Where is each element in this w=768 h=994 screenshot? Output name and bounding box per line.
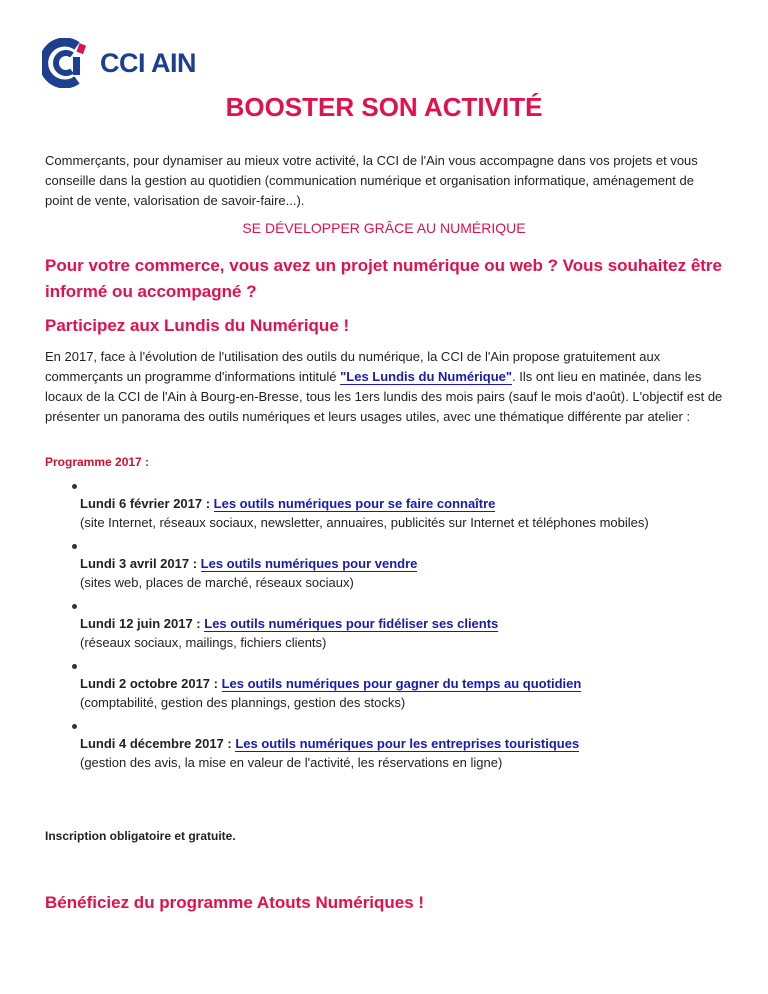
programme-title: Programme 2017 : (45, 455, 150, 469)
bullet-icon (72, 544, 77, 549)
bullet-icon (72, 484, 77, 489)
programme-item-date: Lundi 4 décembre 2017 : (80, 736, 236, 751)
lundis-para-before: En 2017, face à l'évolution de l'utilisation des outils du numérique, la CCI de l'Ain propose gratuitement aux commerçants un programme d'informations intitulé (45, 349, 661, 384)
programme-item-line (80, 736, 579, 751)
bullet-icon (72, 664, 77, 669)
bullet-icon (72, 604, 77, 609)
programme-item-date: Lundi 6 février 2017 : (80, 496, 214, 511)
programme-item-line (80, 676, 581, 691)
programme-item (60, 478, 740, 538)
cci-ain-logo[interactable] (42, 38, 196, 88)
programme-item (60, 538, 740, 598)
programme-item-detail: (site Internet, réseaux sociaux, newsletter, annuaires, publicités sur Internet et téléphones mobiles) (80, 515, 649, 530)
programme-item (60, 718, 740, 778)
programme-item-date: Lundi 3 avril 2017 : (80, 556, 201, 571)
programme-item-date: Lundi 2 octobre 2017 : (80, 676, 222, 691)
cci-logo-icon (42, 38, 92, 88)
programme-item-detail: (réseaux sociaux, mailings, fichiers clients) (80, 635, 327, 650)
programme-item-date: Lundi 12 juin 2017 : (80, 616, 205, 631)
lundis-link[interactable]: "Les Lundis du Numérique" (340, 369, 513, 384)
programme-item-link[interactable]: Les outils numériques pour gagner du temps au quotidien (221, 676, 582, 691)
inscription-note: Inscription obligatoire et gratuite. (45, 829, 236, 843)
atouts-heading: Bénéficiez du programme Atouts Numériques ! (45, 893, 425, 912)
programme-item-detail: (sites web, places de marché, réseaux sociaux) (80, 575, 354, 590)
programme-item-detail: (comptabilité, gestion des plannings, gestion des stocks) (80, 695, 406, 710)
lundis-heading: Participez aux Lundis du Numérique ! (45, 316, 350, 335)
programme-list (60, 478, 740, 778)
programme-item-link[interactable]: Les outils numériques pour les entreprises touristiques (235, 736, 580, 751)
logo-text: CCI AIN (100, 47, 196, 78)
page-title: BOOSTER SON ACTIVITÉ (225, 92, 543, 122)
programme-item-link[interactable]: Les outils numériques pour se faire connaître (213, 496, 496, 511)
programme-item-detail: (gestion des avis, la mise en valeur de l'activité, les réservations en ligne) (80, 755, 503, 770)
intro-paragraph: Commerçants, pour dynamiser au mieux votre activité, la CCI de l'Ain vous accompagne dans vos projets et vous conseille dans la gestion au quotidien (communication numérique et organisation informatique, aménagement de point de vente, valorisation de savoir-faire...). (45, 153, 698, 208)
lundis-para-after: . Ils ont lieu en matinée, dans les locaux de la CCI de l'Ain à Bourg-en-Bresse, tous les 1ers lundis des mois pairs (sauf le mois d'août). L'objectif est de présenter un panorama des outils numériques et leurs usages utiles, avec une thématique différente par atelier : (45, 369, 723, 424)
programme-item (60, 598, 740, 658)
programme-item-line (80, 616, 498, 631)
programme-item-line (80, 556, 417, 571)
programme-item (60, 658, 740, 718)
question-heading: Pour votre commerce, vous avez un projet numérique ou web ? Vous souhaitez être informé ou accompagné ? (45, 256, 723, 301)
programme-item-link[interactable]: Les outils numériques pour fidéliser ses clients (204, 616, 499, 631)
lundis-paragraph (45, 347, 735, 427)
bullet-icon (72, 724, 77, 729)
section-subtitle: SE DÉVELOPPER GRÂCE AU NUMÉRIQUE (242, 220, 526, 236)
programme-item-link[interactable]: Les outils numériques pour vendre (200, 556, 418, 571)
programme-item-line (80, 496, 495, 511)
